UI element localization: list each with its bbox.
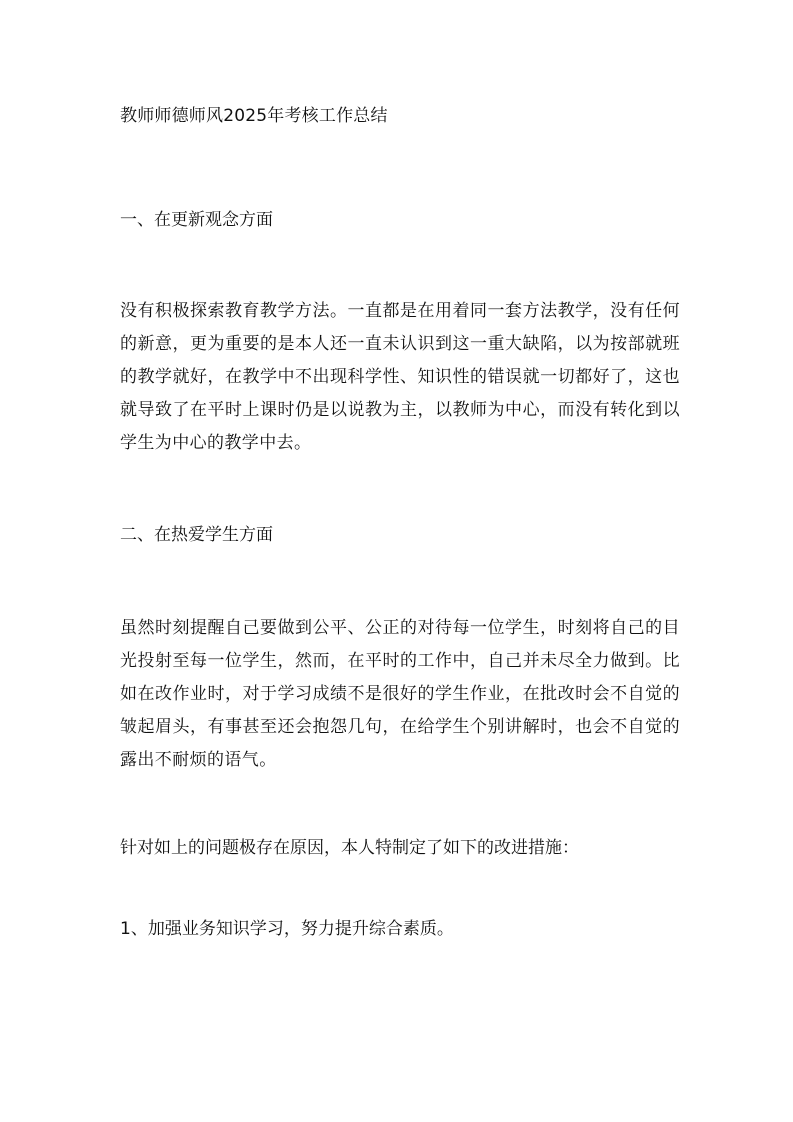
measure-item-1: 1、加强业务知识学习，努力提升综合素质。 xyxy=(120,919,454,939)
section-heading-1: 一、在更新观念方面 xyxy=(120,210,273,230)
section-paragraph-1: 没有积极探索教育教学方法。一直都是在用着同一套方法教学，没有任何的新意，更为重要的是本人还一直未认识到这一重大缺陷，以为按部就班的教学就好，在教学中不出现科学性、知识性的错误就一切都好了，这也就导致了在平时上课时仍是以说教为主，以教师为中心，而没有转化到以学生为中心的教学中去。 xyxy=(120,301,680,453)
document-title: 教师师德师风2025年考核工作总结 xyxy=(120,106,388,126)
document-body xyxy=(120,103,680,942)
section-heading-2: 二、在热爱学生方面 xyxy=(120,525,273,545)
measures-intro: 针对如上的问题极存在原因，本人特制定了如下的改进措施： xyxy=(120,838,579,858)
section-paragraph-2: 虽然时刻提醒自己要做到公平、公正的对待每一位学生，时刻将自己的目光投射至每一位学生，然而，在平时的工作中，自己并未尽全力做到。比如在改作业时，对于学习成绩不是很好的学生作业，在批改时会不自觉的皱起眉头，有事甚至还会抱怨几句，在给学生个别讲解时，也会不自觉的露出不耐烦的语气。 xyxy=(120,618,680,770)
